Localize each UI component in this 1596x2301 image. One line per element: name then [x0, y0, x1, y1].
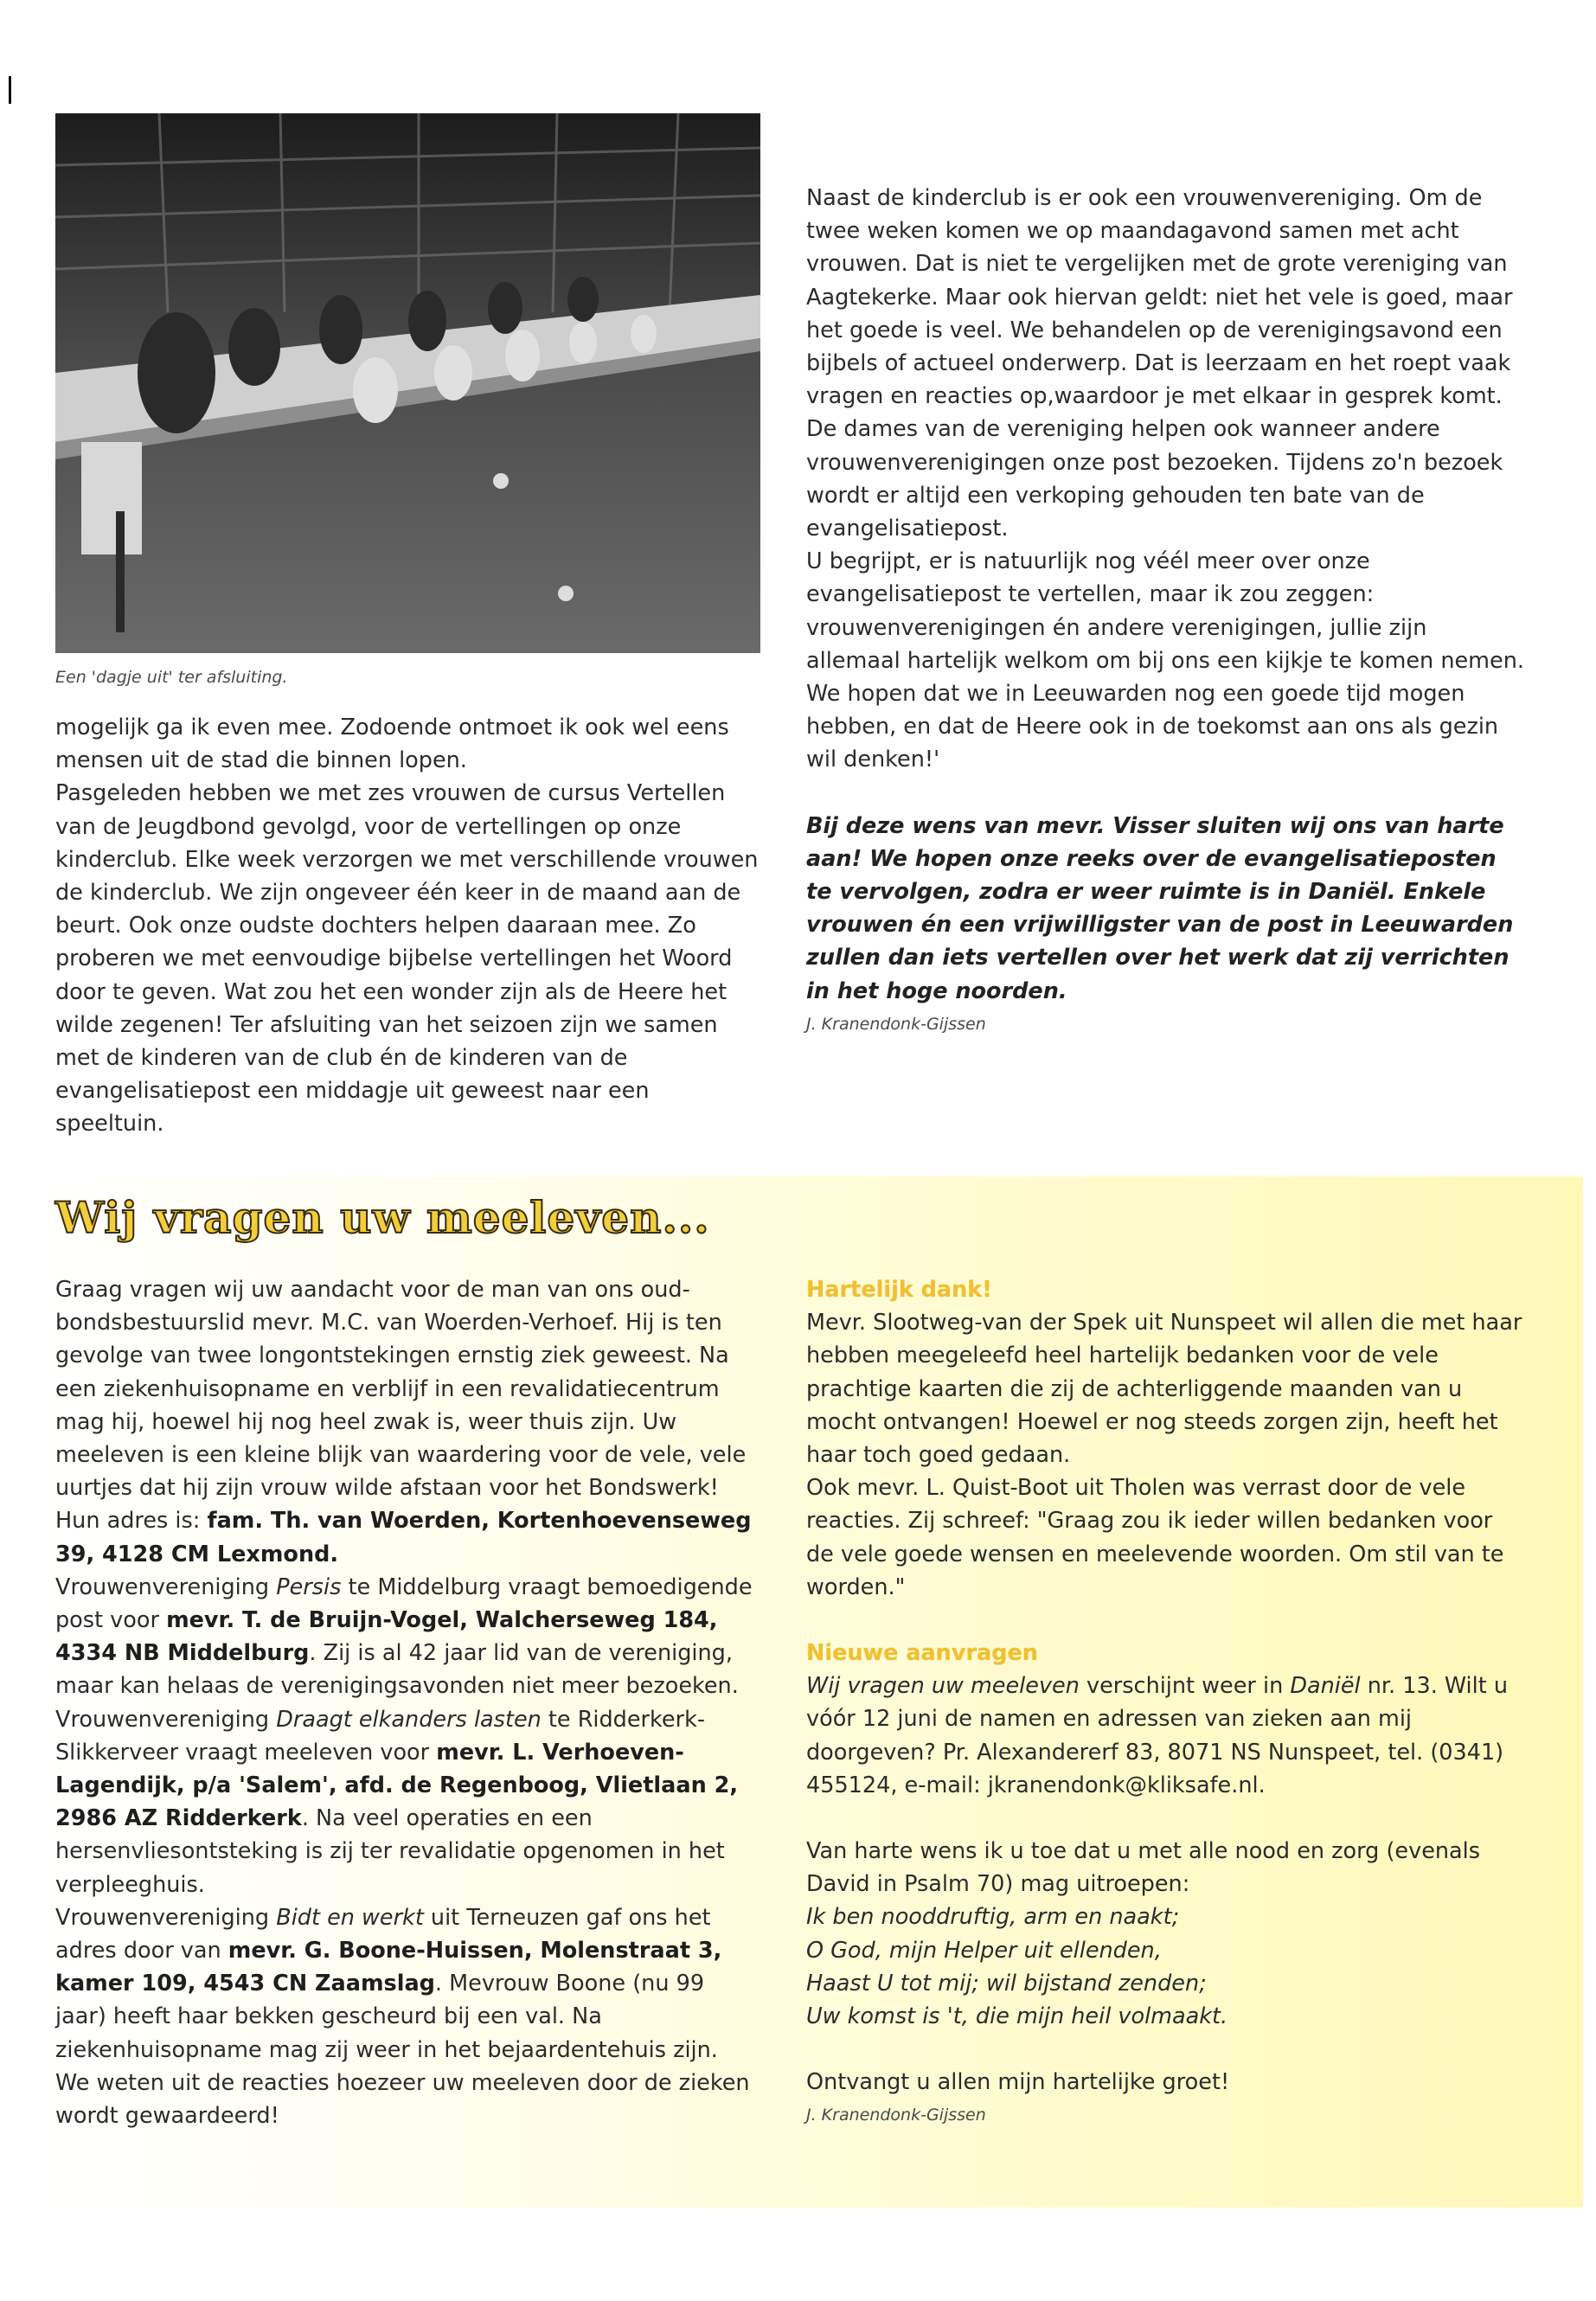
- paragraph: Wij vragen uw meeleven verschijnt weer in Daniël nr. 13. Wilt u vóór 12 juni de namen en adressen van zieken aan mij doorgeven? Pr. Alexandererf 83, 8071 NS Nunspeet, tel. (0341) 455124, e-mail: jkranendonk@kliksafe.nl.: [806, 1673, 1508, 1798]
- margin-mark: [9, 76, 11, 104]
- request-paragraph: Vrouwenvereniging Bidt en werkt uit Terneuzen gaf ons het adres door van mevr. G. Boone-Huissen, Molenstraat 3, kamer 109, 4543 CN Zaamslag. Mevrouw Boone (nu 99 jaar) heeft haar bekken gescheurd bij een val. Na ziekenhuisopname mag zij weer in het bejaardentehuis zijn.: [55, 1904, 722, 2063]
- paragraph: mogelijk ga ik even mee. Zodoende ontmoet ik ook wel eens mensen uit de stad die binnen lopen.: [55, 715, 729, 774]
- signature: J. Kranendonk-Gijssen: [806, 1014, 986, 1034]
- request-paragraph: Vrouwenvereniging Persis te Middelburg vraagt bemoedigende post voor mevr. T. de Bruijn-Vogel, Walcherseweg 184, 4334 NB Middelburg. Zij is al 42 jaar lid van de vereniging, maar kan helaas de verenigingsavonden niet meer bezoeken.: [55, 1574, 753, 1700]
- greeting: Ontvangt u allen mijn hartelijke groet!: [806, 2069, 1230, 2096]
- article-left-column: [55, 711, 760, 1141]
- new-requests-heading: Nieuwe aanvragen: [806, 1640, 1038, 1667]
- paragraph: De dames van de vereniging helpen ook wanneer andere vrouwenverenigingen onze post bezoeken. Tijdens zo'n bezoek wordt er altijd een verkoping gehouden ten bate van de evangelisatiepost.: [806, 416, 1503, 542]
- address: mevr. T. de Bruijn-Vogel, Walcherseweg 184, 4334 NB Middelburg: [55, 1607, 718, 1667]
- club-photo: [55, 113, 760, 653]
- section-title: Wij vragen uw meeleven...: [55, 1192, 710, 1243]
- signature: J. Kranendonk-Gijssen: [806, 2106, 986, 2125]
- requests-right-column: [806, 1273, 1524, 2132]
- thanks-heading: Hartelijk dank!: [806, 1277, 992, 1303]
- paragraph: U begrijpt, er is natuurlijk nog véél meer over onze evangelisatiepost te vertellen, maar ik zou zeggen: vrouwenverenigingen én andere verenigingen, jullie zijn allemaal hartelijk welkom om bij ons een kijkje te komen nemen. We hopen dat we in Leeuwarden nog een goede tijd mogen hebben, en dat de Heere ook in de toekomst aan ons als gezin wil denken!': [806, 548, 1524, 773]
- poem-line: O God, mijn Helper uit ellenden,: [806, 1937, 1162, 1964]
- paragraph: Pasgeleden hebben we met zes vrouwen de cursus Vertellen van de Jeugdbond gevolgd, voor de vertellingen op onze kinderclub. Elke week verzorgen we met verschillende vrouwen de kinderclub. We zijn ongeveer één keer in de maand aan de beurt. Ook onze oudste dochters helpen daaraan mee. Zo proberen we met eenvoudige bijbelse vertellingen het Woord door te geven. Wat zou het een wonder zijn als de Heere het wilde zegenen! Ter afsluiting van het seizoen zijn we samen met de kinderen van de club én de kinderen van de evangelisatiepost een middagje uit geweest naar een speeltuin.: [55, 780, 759, 1138]
- request-paragraph: Vrouwenvereniging Draagt elkanders lasten te Ridderkerk-Slikkerveer vraagt meeleven voor mevr. L. Verhoeven-Lagendijk, p/a 'Salem', afd. de Regenboog, Vlietlaan 2, 2986 AZ Ridderkerk. Na veel operaties en een hersenvliesontsteking is zij ter revalidatie opgenomen in het verpleeghuis.: [55, 1706, 739, 1898]
- address: mevr. G. Boone-Huissen, Molenstraat 3, kamer 109, 4543 CN Zaamslag: [55, 1938, 722, 1997]
- request-paragraph: We weten uit de reacties hoezeer uw meeleven door de zieken wordt gewaardeerd!: [55, 2069, 750, 2130]
- poem-line: Haast U tot mij; wil bijstand zenden;: [806, 1970, 1207, 1997]
- address: mevr. L. Verhoeven-Lagendijk, p/a 'Salem', afd. de Regenboog, Vlietlaan 2, 2986 AZ Ridderkerk: [55, 1739, 739, 1832]
- address: fam. Th. van Woerden, Kortenhoevenseweg 39, 4128 CM Lexmond.: [55, 1508, 752, 1567]
- photo-illustration: [55, 113, 760, 653]
- paragraph: Ook mevr. L. Quist-Boot uit Tholen was verrast door de vele reacties. Zij schreef: "Graag zou ik ieder willen bedanken voor de vele goede wensen en meelevende woorden. Om stil van te worden.": [806, 1475, 1504, 1600]
- paragraph: Van harte wens ik u toe dat u met alle nood en zorg (evenals David in Psalm 70) mag uitroepen:: [806, 1838, 1481, 1898]
- paragraph: Naast de kinderclub is er ook een vrouwenvereniging. Om de twee weken komen we op maandagavond samen met acht vrouwen. Dat is niet te vergelijken met de grote vereniging van Aagtekerke. Maar ook hiervan geldt: niet het vele is goed, maar het goede is veel. We behandelen op de verenigingsavond een bijbels of actueel onderwerp. Dat is leerzaam en het roept vaak vragen en reacties op,waardoor je met elkaar in gesprek komt.: [806, 185, 1513, 410]
- poem-line: Ik ben nooddruftig, arm en naakt;: [806, 1904, 1180, 1931]
- paragraph: Mevr. Slootweg-van der Spek uit Nunspeet wil allen die met haar hebben meegeleefd heel hartelijk bedanken voor de vele prachtige kaarten die zij de achterliggende maanden van u mocht ontvangen! Hoewel er nog steeds zorgen zijn, heeft het haar toch goed gedaan.: [806, 1310, 1522, 1469]
- poem-line: Uw komst is 't, die mijn heil volmaakt.: [806, 2003, 1228, 2030]
- photo-caption: Een 'dagje uit' ter afsluiting.: [55, 668, 288, 687]
- closing-note: Bij deze wens van mevr. Visser sluiten wij ons van harte aan! We hopen onze reeks over de evangelisatieposten te vervolgen, zodra er weer ruimte is in Daniël. Enkele vrouwen én een vrijwilligster van de post in Leeuwarden zullen dan iets vertellen over het werk dat zij verrichten in het hoge noorden.: [806, 812, 1514, 1004]
- article-right-column: [806, 182, 1524, 1041]
- requests-left-column: [55, 1273, 760, 2132]
- request-paragraph: Graag vragen wij uw aandacht voor de man van ons oud-bondsbestuurslid mevr. M.C. van Woerden-Verhoef. Hij is ten gevolge van twee longontstekingen ernstig ziek geweest. Na een ziekenhuisopname en verblijf in een revalidatiecentrum mag hij, hoewel hij nog heel zwak is, weer thuis zijn. Uw meeleven is een kleine blijk van waardering voor de vele, vele uurtjes dat hij zijn vrouw wilde afstaan voor het Bondswerk! Hun adres is: fam. Th. van Woerden, Kortenhoevenseweg 39, 4128 CM Lexmond.: [55, 1277, 752, 1567]
